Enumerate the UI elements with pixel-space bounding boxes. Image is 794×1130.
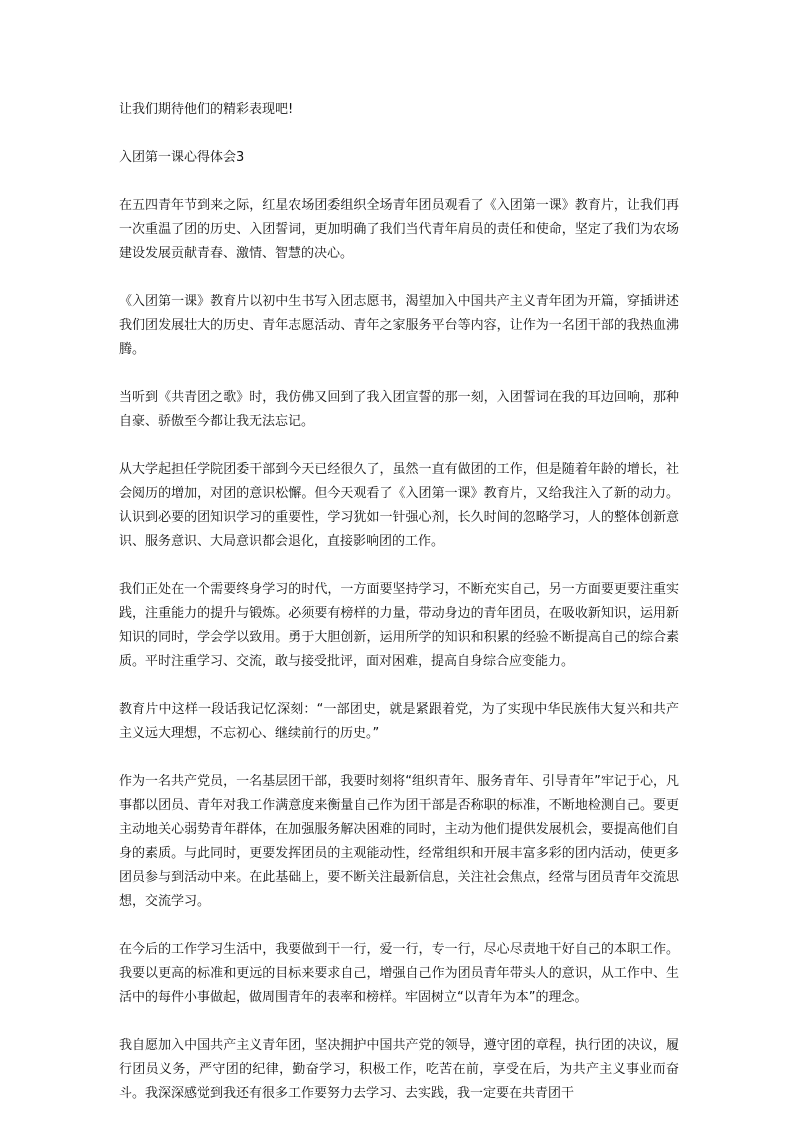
paragraph-6: 教育片中这样一段话我记忆深刻：“一部团史，就是紧跟着党，为了实现中华民族伟大复兴和共产主义远大理想，不忘初心、继续前行的历史。” — [119, 702, 679, 741]
paragraph-4: 从大学起担任学院团委干部到今天已经很久了，虽然一直有做团的工作，但是随着年龄的增长，社会阅历的增加，对团的意识松懈。但今天观看了《入团第一课》教育片，又给我注入了新的动力。认识到必要的团知识学习的重要性，学习犹如一针强心剂，长久时间的忽略学习，人的整体创新意识、服务意识、大局意识都会退化，直接影响团的工作。 — [119, 462, 679, 549]
paragraph-8: 在今后的工作学习生活中，我要做到干一行，爱一行，专一行，尽心尽责地干好自己的本职工作。我要以更高的标准和更远的目标来要求自己，增强自己作为团员青年带头人的意识，从工作中、生活中的每件小事做起，做周围青年的表率和榜样。牢固树立“以青年为本”的理念。 — [119, 942, 679, 1005]
intro-line: 让我们期待他们的精彩表现吧! — [119, 102, 294, 117]
paragraph-7: 作为一名共产党员，一名基层团干部，我要时刻将“组织青年、服务青年、引导青年”牢记于心，凡事都以团员、青年对我工作满意度来衡量自己作为团干部是否称职的标准，不断地检测自己。要更主动地关心弱势青年群体，在加强服务解决困难的同时，主动为他们提供发展机会，要提高他们自身的素质。与此同时，更要发挥团员的主观能动性，经常组织和开展丰富多彩的团内活动，使更多团员参与到活动中来。在此基础上，要不断关注最新信息，关注社会焦点，经常与团员青年交流思想，交流学习。 — [119, 774, 679, 909]
paragraph-1: 在五四青年节到来之际，红星农场团委组织全场青年团员观看了《入团第一课》教育片，让我们再一次重温了团的历史、入团誓词，更加明确了我们当代青年肩员的责任和使命，坚定了我们为农场建设发展贡献青春、激情、智慧的决心。 — [119, 198, 679, 261]
document-page — [119, 98, 679, 1130]
paragraph-3: 当听到《共青团之歌》时，我仿佛又回到了我入团宣誓的那一刻，入团誓词在我的耳边回响，那种自豪、骄傲至今都让我无法忘记。 — [119, 390, 679, 429]
paragraph-9: 我自愿加入中国共产主义青年团，坚决拥护中国共产党的领导，遵守团的章程，执行团的决议，履行团员义务，严守团的纪律，勤奋学习，积极工作，吃苦在前，享受在后，为共产主义事业而奋斗。我深深感觉到我还有很多工作要努力去学习、去实践，我一定要在共青团干 — [119, 1038, 679, 1101]
section-title: 入团第一课心得体会3 — [119, 150, 245, 165]
paragraph-5: 我们正处在一个需要终身学习的时代，一方面要坚持学习，不断充实自己，另一方面要更要注重实践，注重能力的提升与锻炼。必须要有榜样的力量，带动身边的青年团员，在吸收新知识，运用新知识的同时，学会学以致用。勇于大胆创新，运用所学的知识和积累的经验不断提高自己的综合素质。平时注重学习、交流，敢与接受批评，面对困难，提高自身综合应变能力。 — [119, 582, 679, 669]
paragraph-2: 《入团第一课》教育片以初中生书写入团志愿书，渴望加入中国共产主义青年团为开篇，穿插讲述我们团发展壮大的历史、青年志愿活动、青年之家服务平台等内容，让作为一名团干部的我热血沸腾。 — [119, 294, 679, 357]
